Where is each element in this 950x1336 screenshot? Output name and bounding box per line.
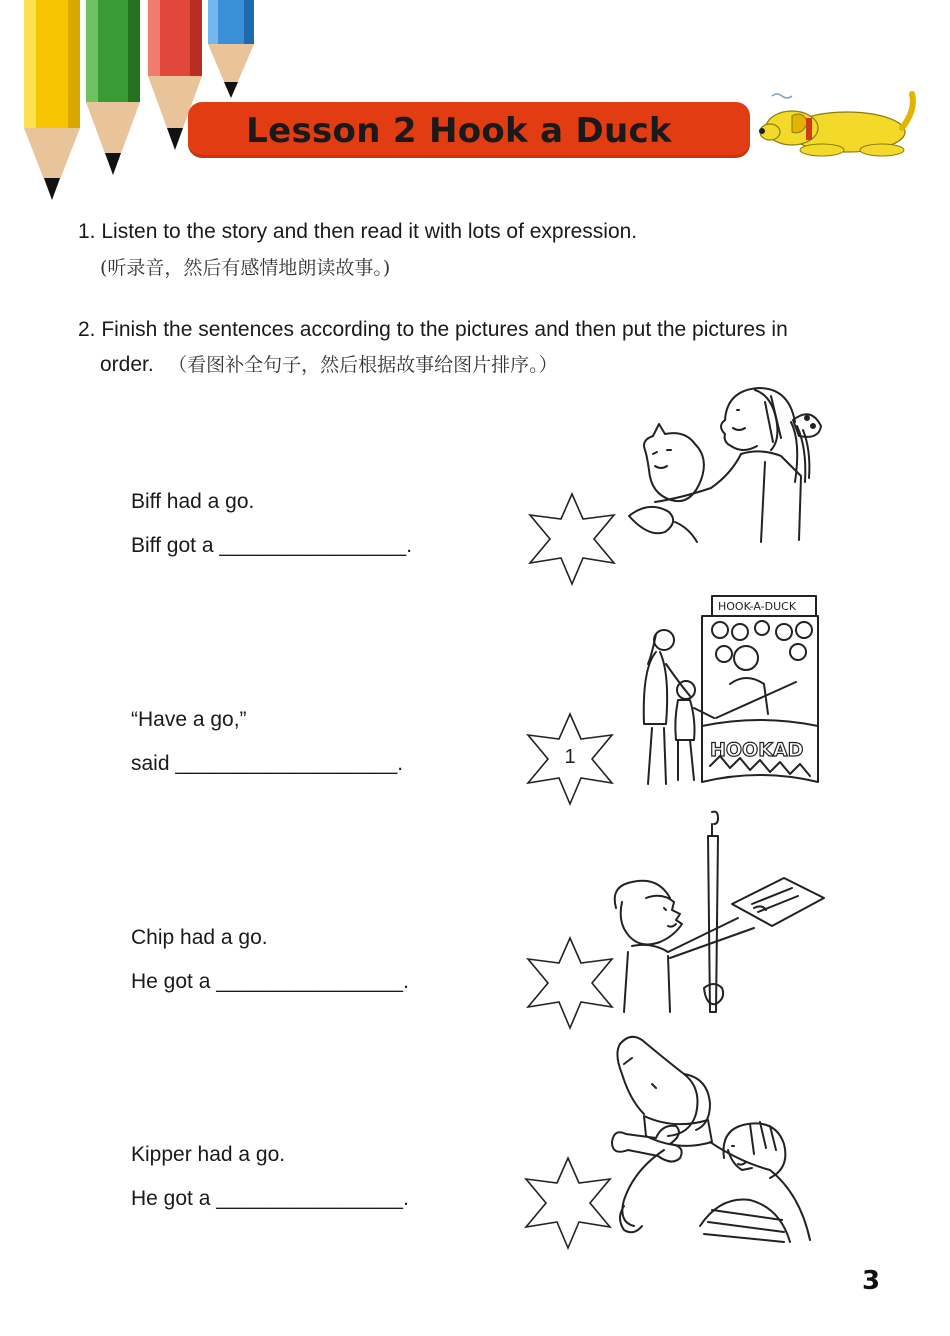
star-2-number: 1 [564,746,576,768]
blue-pencil-icon [208,0,254,98]
sleeping-dog-icon [752,88,920,160]
order-star-3[interactable] [520,932,620,1032]
exercise-4-line1: Kipper had a go. [131,1143,286,1166]
page-number: 3 [862,1266,881,1296]
instruction-2-chinese: （看图补全句子，然后根据故事给图片排序。） [168,354,558,376]
picture-boy-with-hook-pole [608,808,830,1018]
stall-sign-text: HOOK-A-DUCK [718,600,797,613]
picture-boy-with-big-toy-dog [604,1030,826,1245]
picture-hook-a-duck-stall [620,588,820,788]
lesson-title: Lesson 2 Hook a Duck [246,111,672,151]
exercise-2-line2: said ___________________. [131,752,404,775]
exercise-1-line1: Biff had a go. [131,490,255,513]
yellow-pencil-icon [24,0,80,200]
instruction-1: 1. Listen to the story and then read it with lots of expression. [78,220,638,243]
exercise-3-line2: He got a ________________. [131,970,409,993]
stall-front-text: HOOKAD [710,739,804,761]
instruction-2-order: order. [100,353,154,376]
order-star-1[interactable] [522,488,622,588]
exercise-2-line1: “Have a go,” [131,708,247,731]
instruction-2-line2 [100,350,558,377]
green-pencil-icon [86,0,140,175]
order-star-4[interactable] [518,1152,618,1252]
picture-girl-holding-toy-dog [615,382,830,552]
instruction-2-line1: 2. Finish the sentences according to the pictures and then put the pictures in [78,318,788,341]
exercise-1-line2: Biff got a ________________. [131,534,413,557]
instruction-1-chinese: (听录音，然后有感情地朗读故事。) [100,257,391,279]
exercise-4-line2: He got a ________________. [131,1187,409,1210]
exercise-3-line1: Chip had a go. [131,926,268,949]
